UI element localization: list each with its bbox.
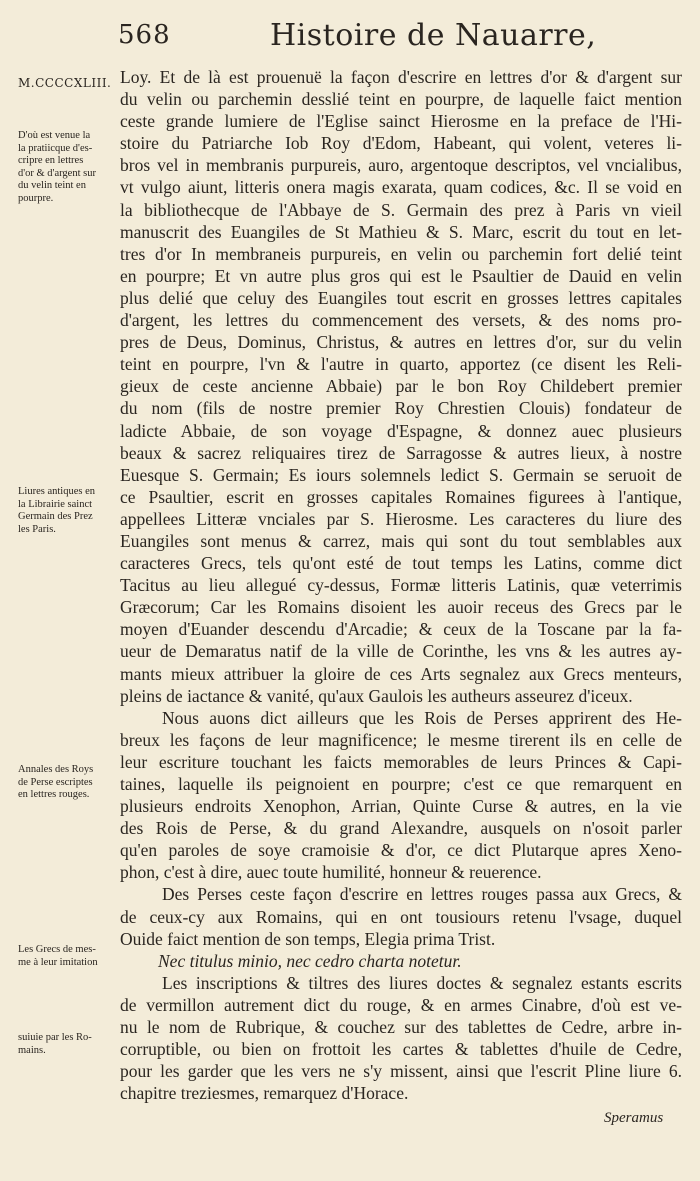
note-line: suiuie par les Ro- [18,1032,92,1043]
page-header [0,18,700,64]
marginal-note [18,130,118,205]
note-line: Liures antiques en [18,486,95,497]
note-line: en lettres rouges. [18,789,90,800]
marginal-note [18,944,118,969]
text-line: leur escriture touchant les faicts memorables de leurs Princes & Capi- [120,751,682,772]
text-line: de ceux-cy aux Romains, qui en ont tousiours retenu l'vsage, duquel [120,906,682,927]
text-line: des Rois de Perse, & du grand Alexandre, ausquels on n'osoit parler [120,818,682,839]
text-line: chapitre treziesmes, remarquez d'Horace. [120,1083,409,1104]
year-marginal-note: M.CCCCXLIII. [18,76,112,90]
note-line: pourpre. [18,192,54,204]
text-line: appellees Litteræ vnciales par S. Hierosme. Les caracteres du liure des [120,508,682,529]
note-line: D'où est venue la [18,130,91,141]
marginal-note [18,486,118,536]
text-line: manuscrit des Euangiles de St Mathieu & S. Marc, escrit du tout en let- [120,221,682,242]
text-line: stoire du Patriarche Iob Roy d'Edom, Habeant, qui volent, veteres li- [120,133,682,154]
text-line: mants mieux attribuer la gloire de ces Arts segnalez aux Grecs menteurs, [120,663,682,684]
text-line: beaux & sacrez reliquaires tirez de Sarragosse & autres lieux, à nostre [120,442,682,463]
text-line: Les inscriptions & tiltres des liures doctes & segnalez estants escrits [162,972,682,993]
text-line: moyen d'Euander descendu d'Arcadie; & ceux de la Toscane par la fa- [120,619,682,640]
marginal-note [18,764,118,802]
page-number: 568 [118,20,171,50]
text-line: taines, laquelle ils peignoient en pourpre; c'est ce que remarquent en [120,774,682,794]
note-line: me à leur imitation [18,956,98,968]
note-line: mains. [18,1044,46,1056]
text-line: pleins de iactance & vanité, qu'aux Gaulois les autheurs asseurez d'iceux. [120,685,633,706]
note-line: les Paris. [18,523,56,535]
text-line: du velin ou parchemin desslié teint en pourpre, de laquelle faict mention [120,89,682,110]
text-line: nu le nom de Rubrique, & couchez sur des tablettes de Cedre, arbre in- [120,1017,682,1038]
text-line: du nom (fils de nostre premier Roy Chrestien Clouis) fondateur de [120,398,682,419]
text-line: vt vulgo aiunt, litteris onera magis exarata, quam codices, &c. Il se void en [120,177,682,198]
text-line: breux les façons de leur magnificence; le mesme tirerent ils en celle de [120,729,682,750]
text-line: plus delié que celuy des Euangiles tout escrit en grosses lettres capitales [120,287,682,308]
note-line: du velin teint en [18,180,86,191]
text-line: Nous auons dict ailleurs que les Rois de Perses apprirent des He- [162,707,682,728]
text-line: gieux de ceste ancienne Abbaie) par le bon Roy Childebert premier [120,376,682,397]
text-line: Tacitus au lieu allegué cy-dessus, Formæ litteris Latinis, quæ veterrimis [120,575,682,596]
text-line: teint en pourpre, l'vn & l'autre in quarto, apportez (ce disent les Reli- [120,354,682,375]
catchword: Speramus [604,1110,664,1126]
text-line: ceste grande lumiere de l'Eglise sainct Hierosme en la preface de l'Hi- [120,111,682,132]
note-line: la Librairie sainct [18,498,93,510]
text-line: ueur de Demaratus natif de la ville de Corinthe, les vns & les autres ay- [120,641,682,662]
verse-line: Nec titulus minio, nec cedro charta notetur. [158,950,462,971]
text-line: Euangiles sont menus & carrez, mais qui sont du tout semblables aux [120,530,682,551]
note-line: d'or & d'argent sur [18,167,96,179]
text-line: d'argent, les lettres du commencement des versets, & des noms pro- [120,310,682,331]
text-line: Des Perses ceste façon d'escrire en lettres rouges passa aux Grecs, & [162,884,682,905]
text-line: tres d'or In membraneis purpureis, en velin ou parchemin fort delié teint [120,243,682,264]
text-line: qu'en paroles de soye cramoisie & d'or, ce dict Plutarque apres Xeno- [120,840,682,861]
text-line: ce Psaultier, escrit en grosses capitales Romaines figurees à l'antique, [120,486,682,507]
text-line: Græcorum; Car les Romains disoient les auoir receus des Grecs par le [120,597,682,618]
note-line: de Perse escriptes [18,776,93,788]
note-line: Les Grecs de mes- [18,944,96,955]
text-line: en pourpre; Et vn autre plus gros qui est le Psaultier de Dauid en velin [120,265,682,286]
text-line: corruptible, ou bien on frottoit les cartes & tablettes d'huile de Cedre, [120,1039,682,1060]
note-line: Germain des Prez [18,511,93,522]
text-line: phon, c'est à dire, auec toute humilité, honneur & reuerence. [120,862,542,883]
text-line: caracteres Grecs, tels qu'ont esté de tout temps les Latins, comme dict [120,553,682,574]
text-line: bros vel in membranis purpureis, auro, argentoque descriptos, vel vncialibus, [120,155,682,176]
text-line: de vermillon autrement dict du rouge, & en armes Cinabre, d'où est ve- [120,994,682,1015]
running-title: Histoire de Nauarre, [270,18,597,53]
note-line: cripre en lettres [18,155,84,166]
note-line: la pratiicque d'es- [18,142,93,154]
note-line: Annales des Roys [18,764,94,775]
text-line: la bibliothecque de l'Abbaye de S. Germain des prez à Paris vn vieil [120,199,682,220]
text-line: pres de Deus, Dominus, Christus, & autres en lettres d'or, sur du velin [120,332,682,353]
body-text [120,66,682,1104]
text-line: plusieurs endroits Xenophon, Arrian, Quinte Curse & autres, en la vie [120,796,682,817]
text-line: pour les garder que les vers ne s'y missent, ainsi que l'escrit Pline liure 6. [120,1061,682,1082]
text-line: Ouide faict mention de son temps, Elegia prima Trist. [120,928,496,949]
marginal-note [18,1032,118,1057]
text-line: Euesque S. Germain; Es iours solemnels ledict S. Germain se seruoit de [120,464,682,485]
text-line: Loy. Et de là est prouenuë la façon d'escrire en lettres d'or & d'argent sur [120,67,682,87]
text-line: ladicte Abbaie, de son voyage d'Espagne, & donnez auec plusieurs [120,420,682,441]
